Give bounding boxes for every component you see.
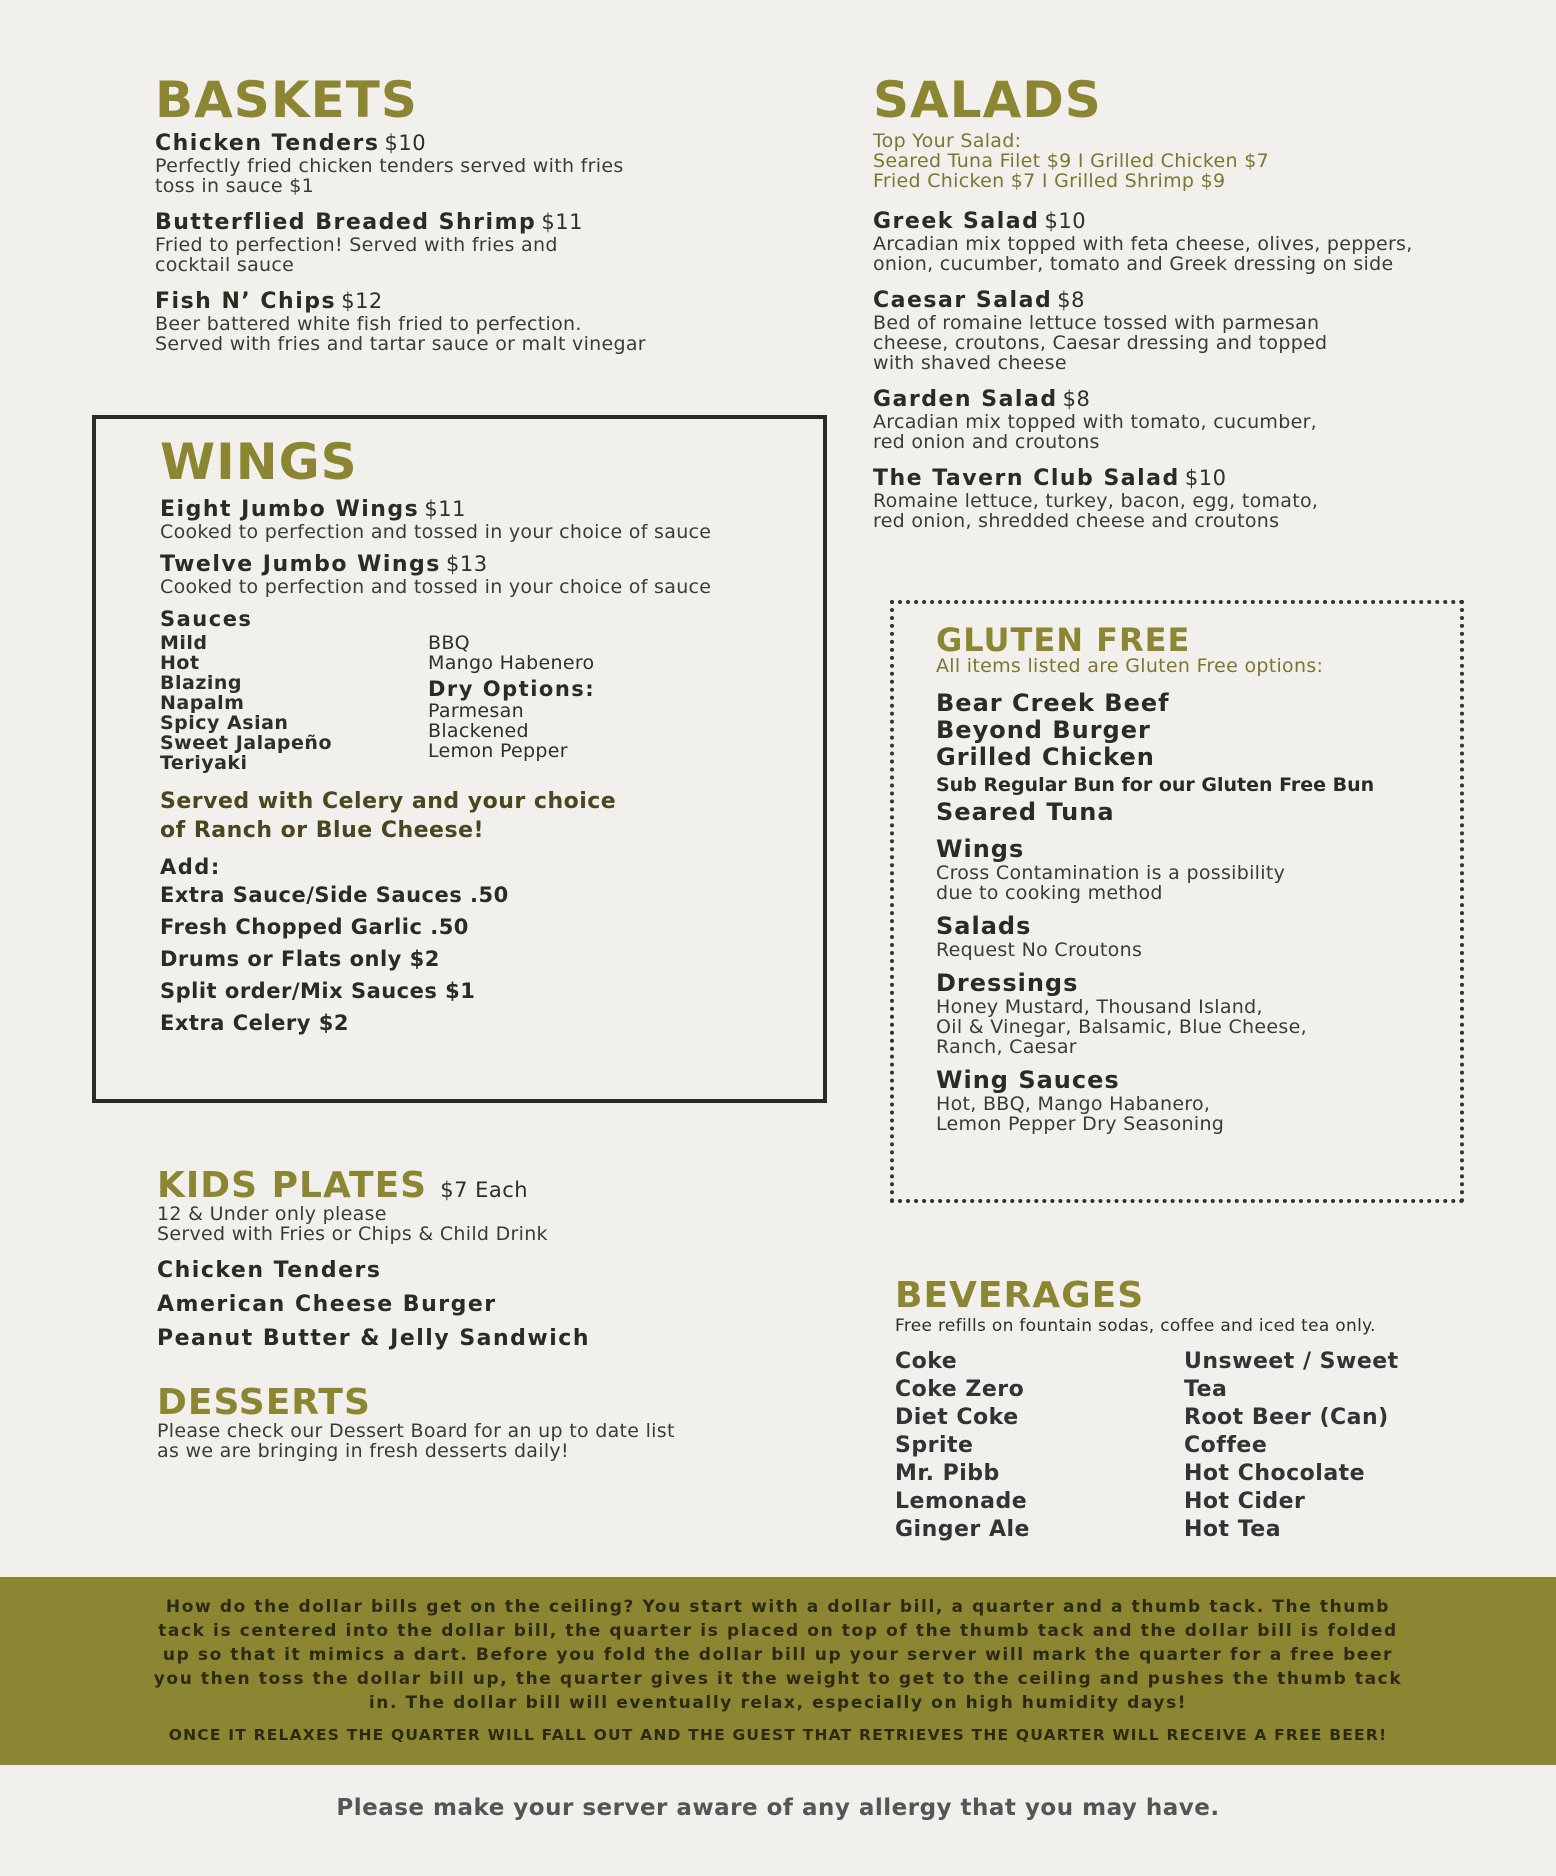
- item-desc: Beer battered white fish fried to perfection.: [155, 313, 582, 335]
- item-desc: Cooked to perfection and tossed in your choice of sauce: [160, 521, 712, 543]
- list-item: Root Beer (Can): [1184, 1405, 1389, 1430]
- kids-note: 12 & Under only please: [157, 1203, 387, 1225]
- list-item: Mild: [160, 632, 208, 654]
- gf-group-desc: Hot, BBQ, Mango Habanero,: [936, 1093, 1211, 1115]
- top-salad-label: Top Your Salad:: [873, 130, 1022, 152]
- item-desc: Served with fries and tartar sauce or malt vinegar: [155, 333, 646, 355]
- list-item: Bear Creek Beef: [936, 689, 1170, 717]
- list-item: Lemon Pepper: [428, 740, 568, 762]
- item-name: The Tavern Club Salad: [873, 466, 1180, 491]
- list-item: Napalm: [160, 692, 245, 714]
- list-item: Beyond Burger: [936, 716, 1151, 744]
- item-name: Fish N’ Chips: [155, 289, 337, 314]
- menu-item: [155, 210, 755, 275]
- baskets-title: BASKETS: [155, 71, 418, 129]
- allergy-note: Please make your server aware of any allergy that you may have.: [336, 1795, 1220, 1821]
- menu-item: [160, 552, 800, 597]
- beverages-title: BEVERAGES: [895, 1275, 1145, 1316]
- list-item: Ginger Ale: [895, 1517, 1030, 1542]
- menu-item: [873, 209, 1513, 274]
- gluten-free-subtitle: All items listed are Gluten Free options:: [936, 655, 1324, 677]
- menu-item: [873, 466, 1513, 531]
- gf-group-desc: Honey Mustard, Thousand Island,: [936, 996, 1263, 1018]
- list-item: Coffee: [1184, 1433, 1268, 1458]
- item-name: Greek Salad: [873, 209, 1040, 234]
- list-item: Unsweet / Sweet: [1184, 1349, 1399, 1374]
- banner-final-line: ONCE IT RELAXES THE QUARTER WILL FALL OUT AND THE GUEST THAT RETRIEVES THE QUARTER WILL RECEIVE A FREE BEER!: [168, 1726, 1388, 1744]
- baskets-section: [155, 71, 755, 368]
- list-item: Seared Tuna: [936, 798, 1115, 826]
- item-price: $11: [541, 210, 583, 234]
- list-item: Chicken Tenders: [157, 1258, 382, 1283]
- item-desc: Cooked to perfection and tossed in your choice of sauce: [160, 576, 712, 598]
- item-desc: Romaine lettuce, turkey, bacon, egg, tomato,: [873, 490, 1319, 512]
- item-desc: red onion and croutons: [873, 431, 1100, 453]
- list-item: BBQ: [428, 632, 470, 654]
- gluten-free-title: GLUTEN FREE: [936, 621, 1191, 659]
- item-name: Caesar Salad: [873, 288, 1053, 313]
- item-price: $11: [424, 497, 466, 521]
- list-item: Hot: [160, 652, 200, 674]
- item-price: $8: [1062, 387, 1091, 411]
- list-item: Drums or Flats only $2: [160, 947, 440, 971]
- gf-group-desc: due to cooking method: [936, 882, 1163, 904]
- item-name: Twelve Jumbo Wings: [160, 552, 441, 577]
- wings-section: [92, 415, 827, 1103]
- list-item: Grilled Chicken: [936, 743, 1155, 771]
- banner-line: you then toss the dollar bill up, the quarter gives it the weight to get to the ceiling and pushes the thumb tack: [153, 1669, 1403, 1689]
- beverages-section: [895, 1275, 1495, 1548]
- list-item: Split order/Mix Sauces $1: [160, 979, 476, 1003]
- sauces-title: Sauces: [160, 607, 253, 631]
- menu-item: [160, 497, 800, 542]
- list-item: Mango Habenero: [428, 652, 595, 674]
- dry-options-title: Dry Options:: [428, 677, 596, 701]
- gf-group: [936, 970, 1446, 1057]
- item-name: Eight Jumbo Wings: [160, 497, 420, 522]
- item-desc: cheese, croutons, Caesar dressing and topped: [873, 332, 1328, 354]
- item-desc: red onion, shredded cheese and croutons: [873, 510, 1280, 532]
- top-salad-options: Seared Tuna Filet $9 I Grilled Chicken $7: [873, 150, 1269, 172]
- dollar-bill-banner: [0, 1577, 1556, 1765]
- desserts-text: as we are bringing in fresh desserts daily!: [157, 1440, 569, 1462]
- add-list: [160, 879, 800, 1039]
- gf-group: [936, 913, 1446, 960]
- gf-group: [936, 836, 1446, 903]
- item-name: Garden Salad: [873, 387, 1058, 412]
- list-item: Hot Chocolate: [1184, 1461, 1366, 1486]
- banner-line: up so that it mimics a dart. Before you fold the dollar bill up your server will mark the quarter for a free beer: [162, 1645, 1394, 1665]
- beverages-left-list: [895, 1348, 1030, 1544]
- list-item: Mr. Pibb: [895, 1461, 1000, 1486]
- gf-group: [936, 1067, 1446, 1134]
- kids-title: KIDS PLATES: [157, 1165, 428, 1206]
- list-item: Blazing: [160, 672, 243, 694]
- gf-group-name: Wing Sauces: [936, 1066, 1120, 1094]
- desserts-title: DESSERTS: [157, 1382, 371, 1423]
- item-price: $8: [1057, 288, 1086, 312]
- banner-line: How do the dollar bills get on the ceiling? You start with a dollar bill, a quarter and a thumb tack. The thumb: [165, 1597, 1391, 1617]
- list-item: Fresh Chopped Garlic .50: [160, 915, 469, 939]
- beverages-right-list: [1184, 1348, 1399, 1544]
- item-desc: cocktail sauce: [155, 254, 295, 276]
- salads-section: [873, 71, 1513, 545]
- list-item: Teriyaki: [160, 752, 248, 774]
- salads-title: SALADS: [873, 71, 1102, 129]
- gf-group-desc: Oil & Vinegar, Balsamic, Blue Cheese,: [936, 1016, 1307, 1038]
- gf-group-desc: Cross Contamination is a possibility: [936, 862, 1286, 884]
- sub-bun-note: Sub Regular Bun for our Gluten Free Bun: [936, 774, 1375, 796]
- gf-group-name: Salads: [936, 912, 1032, 940]
- served-with-text: Served with Celery and your choice: [160, 789, 617, 814]
- add-title: Add:: [160, 855, 221, 879]
- list-item: Hot Tea: [1184, 1517, 1282, 1542]
- item-price: $12: [341, 289, 383, 313]
- desserts-section: [157, 1382, 777, 1462]
- list-item: Extra Celery $2: [160, 1011, 349, 1035]
- list-item: Coke: [895, 1349, 958, 1374]
- item-desc: with shaved cheese: [873, 352, 1067, 374]
- list-item: Peanut Butter & Jelly Sandwich: [157, 1326, 590, 1351]
- menu-item: [155, 131, 755, 196]
- list-item: Lemonade: [895, 1489, 1028, 1514]
- list-item: Extra Sauce/Side Sauces .50: [160, 883, 509, 907]
- item-name: Butterflied Breaded Shrimp: [155, 210, 537, 235]
- item-price: $13: [446, 552, 488, 576]
- beverages-subtitle: Free refills on fountain sodas, coffee and iced tea only.: [895, 1316, 1376, 1336]
- kids-price: $7 Each: [440, 1178, 529, 1202]
- gluten-free-section: [890, 600, 1464, 1203]
- gf-group-desc: Lemon Pepper Dry Seasoning: [936, 1113, 1225, 1135]
- item-desc: Fried to perfection! Served with fries and: [155, 234, 558, 256]
- list-item: Sweet Jalapeño: [160, 732, 332, 754]
- list-item: Coke Zero: [895, 1377, 1025, 1402]
- gf-group-name: Dressings: [936, 969, 1079, 997]
- list-item: Spicy Asian: [160, 712, 289, 734]
- item-desc: Bed of romaine lettuce tossed with parmesan: [873, 312, 1320, 334]
- served-with-text: of Ranch or Blue Cheese!: [160, 818, 485, 843]
- list-item: Tea: [1184, 1377, 1228, 1402]
- item-price: $10: [384, 131, 427, 155]
- wings-title: WINGS: [160, 433, 358, 491]
- banner-line: in. The dollar bill will eventually relax, especially on high humidity days!: [368, 1693, 1188, 1713]
- list-item: Sprite: [895, 1433, 974, 1458]
- gf-group-name: Wings: [936, 835, 1025, 863]
- item-name: Chicken Tenders: [155, 131, 380, 156]
- item-desc: toss in sauce $1: [155, 175, 315, 197]
- banner-line: tack is centered into the dollar bill, the quarter is placed on top of the thumb tack and the dollar bill is folded: [158, 1621, 1398, 1641]
- gf-group-desc: Request No Croutons: [936, 939, 1143, 961]
- list-item: Blackened: [428, 720, 529, 742]
- gf-group-desc: Ranch, Caesar: [936, 1036, 1077, 1058]
- item-desc: Perfectly fried chicken tenders served with fries: [155, 155, 624, 177]
- desserts-text: Please check our Dessert Board for an up to date list: [157, 1420, 675, 1442]
- item-price: $10: [1044, 209, 1087, 233]
- list-item: Parmesan: [428, 700, 524, 722]
- kids-section: [157, 1165, 777, 1356]
- list-item: American Cheese Burger: [157, 1292, 497, 1317]
- item-desc: Arcadian mix topped with feta cheese, olives, peppers,: [873, 233, 1413, 255]
- menu-item: [873, 387, 1513, 452]
- item-price: $10: [1184, 466, 1227, 490]
- item-desc: onion, cucumber, tomato and Greek dressing on side: [873, 253, 1394, 275]
- list-item: Diet Coke: [895, 1405, 1019, 1430]
- top-salad-options: Fried Chicken $7 I Grilled Shrimp $9: [873, 170, 1226, 192]
- menu-item: [155, 289, 755, 354]
- list-item: Hot Cider: [1184, 1489, 1306, 1514]
- item-desc: Arcadian mix topped with tomato, cucumber,: [873, 411, 1318, 433]
- kids-note: Served with Fries or Chips & Child Drink: [157, 1223, 548, 1245]
- sauces-right-list: [428, 633, 595, 761]
- sauces-left-list: [160, 633, 332, 773]
- menu-item: [873, 288, 1513, 373]
